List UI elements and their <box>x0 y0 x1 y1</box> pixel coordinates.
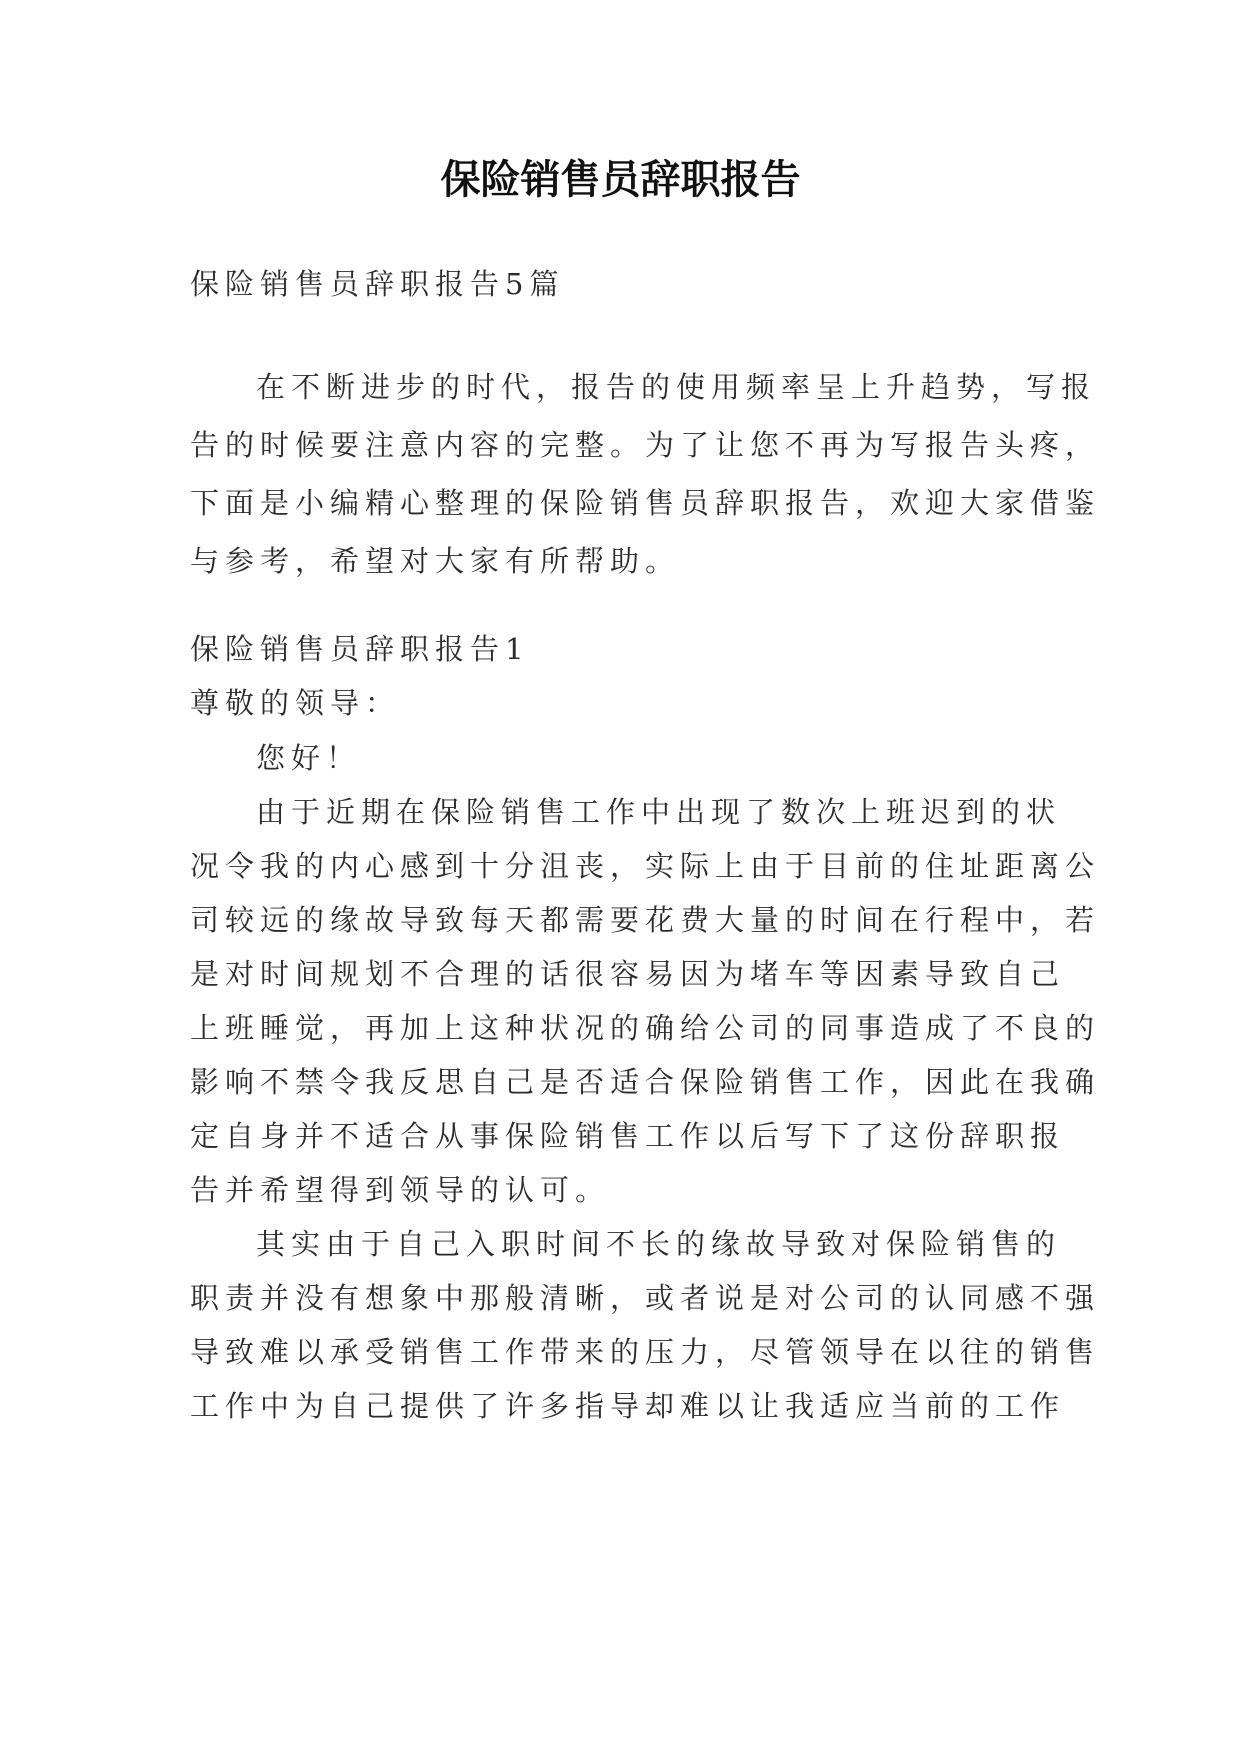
salutation: 尊敬的领导： <box>190 686 401 720</box>
paragraph-line: 司较远的缘故导致每天都需要花费大量的时间在行程中，若 <box>190 903 1101 937</box>
paragraph-line: 是对时间规划不合理的话很容易因为堵车等因素导致自己 <box>190 957 1066 991</box>
intro-line: 下面是小编精心整理的保险销售员辞职报告，欢迎大家借鉴 <box>190 486 1101 520</box>
paragraph-line: 导致难以承受销售工作带来的压力，尽管领导在以往的销售 <box>190 1335 1101 1369</box>
paragraph-line: 告并希望得到领导的认可。 <box>190 1173 611 1207</box>
paragraph-line: 况令我的内心感到十分沮丧，实际上由于目前的住址距离公 <box>190 849 1101 883</box>
document-subtitle: 保险销售员辞职报告5篇 <box>190 267 565 301</box>
paragraph-line: 上班睡觉，再加上这种状况的确给公司的同事造成了不良的 <box>190 1011 1101 1045</box>
intro-line: 与参考，希望对大家有所帮助。 <box>190 544 681 578</box>
paragraph-line: 其实由于自己入职时间不长的缘故导致对保险销售的 <box>256 1227 1062 1261</box>
section-heading: 保险销售员辞职报告1 <box>190 632 530 666</box>
paragraph-line: 职责并没有想象中那般清晰，或者说是对公司的认同感不强 <box>190 1281 1101 1315</box>
intro-line: 告的时候要注意内容的完整。为了让您不再为写报告头疼， <box>190 428 1101 462</box>
paragraph-line: 工作中为自己提供了许多指导却难以让我适应当前的工作 <box>190 1389 1066 1423</box>
greeting: 您好！ <box>256 741 362 775</box>
intro-line: 在不断进步的时代，报告的使用频率呈上升趋势，写报 <box>256 370 1097 404</box>
paragraph-line: 定自身并不适合从事保险销售工作以后写下了这份辞职报 <box>190 1119 1066 1153</box>
document-title: 保险销售员辞职报告 <box>440 157 801 203</box>
paragraph-line: 影响不禁令我反思自己是否适合保险销售工作，因此在我确 <box>190 1065 1101 1099</box>
paragraph-line: 由于近期在保险销售工作中出现了数次上班迟到的状 <box>256 795 1062 829</box>
